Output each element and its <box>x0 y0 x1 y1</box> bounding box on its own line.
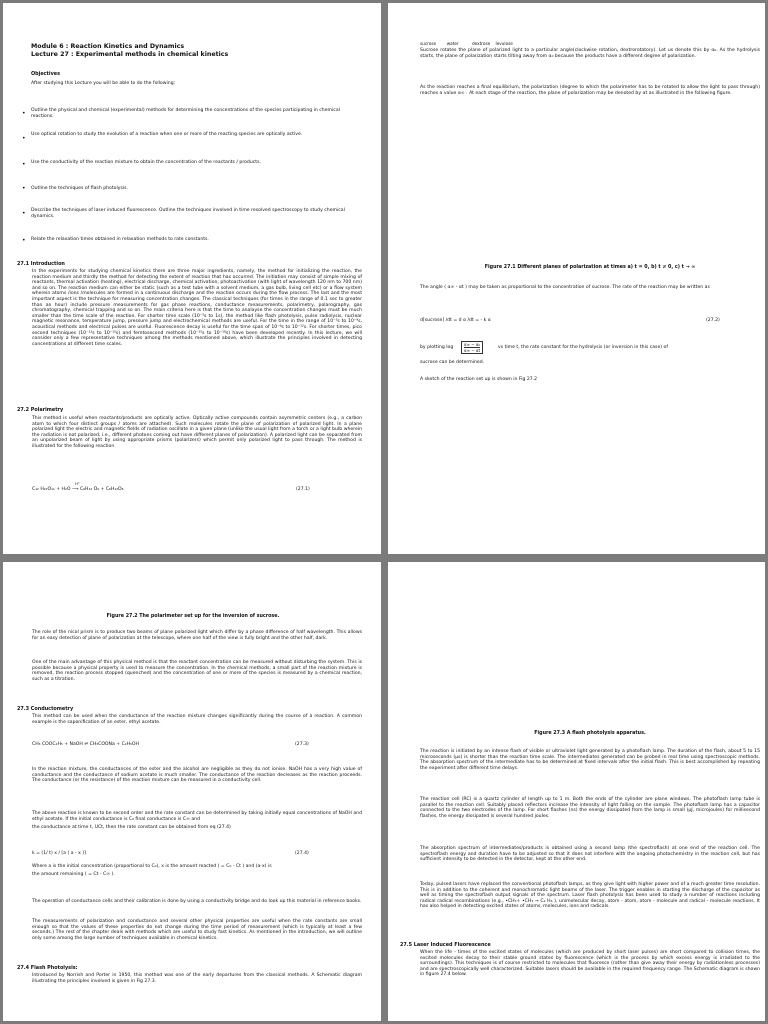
paragraph: Where a is the initial concentration (proportional to C₀), x is the amount reacted ( = C₀ - Ct ) and (a-x) is <box>32 864 272 869</box>
paragraph: When the life - times of the excited states of molecules (which are produced by short laser pulses) are short compared to collision times, the excited molecules decay to their stable ground states by fluorescence (which is the process by which excess energy is irradiated to the surroundings). This techniques is of course restricted to molecules that fluoresce (rather than give away their energy by radiationless processes) and are spectroscopically well characterized. Suitable lasers should be available in the required frequency range. The Schematic diagram is shown in figure 27.4 below. <box>420 950 760 978</box>
paragraph: The measurements of polarization and conductance and several other physical properties are useful when the rate constants are small enough so that the values of these properties do not change during the time period of measurement (which is typically at least a few seconds.) The rest of the chapter deals with methods which are useful to study fast kinetics. As mentioned in the introduction, we will outline only some among the large number of techniques available in chemical kinetics. <box>32 919 362 941</box>
paragraph: the amount remaining ( = Ct - C∞ ). <box>32 872 115 877</box>
objective-item: Outline the techniques of flash photolysis. <box>31 186 128 191</box>
equation-27-4: k = (1/ t) x / [a ( a - x )] <box>32 851 86 856</box>
equation-27-3: CH₃ COOC₂H₅ + NaOH ⇌ CH₃COONa + C₂H₅OH <box>32 742 139 747</box>
page-2 <box>388 3 765 554</box>
section-heading: 27.1 Introduction <box>17 261 65 267</box>
paragraph: Sucrose rotates the plane of polarized light to a particular angle(clockwise rotation, dextrorotatory). Let us denote this by α₀. As the hydrolysis starts, the plane of polarization starts tilting away from α₀ because the products have a different degree of polarization. <box>420 48 760 59</box>
paragraph: The above reaction is known to be second order and the rate constant can be determined by taking initially equal concentrations of NaOH and ethyl acetate. If the initial conductance is C₀ final conductance is C∞ and <box>32 811 362 822</box>
plot-instruction-line2: sucrose can be determined. <box>420 360 485 365</box>
species-names: sucrose water dextrose levulose <box>420 41 513 46</box>
catalyst-label: H⁺ <box>75 482 80 486</box>
figure-27-1-caption: Figure 27.1 Different planes of polarization at times a) t = 0, b) t ≠ 0, c) t → ∞ <box>484 265 696 270</box>
objective-item: Describe the techniques of laser induced fluorescence. Outline the techniques involved in time resolved spectroscopy to study chemical dynamics. <box>31 208 345 219</box>
objective-item: Use the conductivity of the reaction mixture to obtain the concentration of the reactants / products. <box>31 160 261 165</box>
paragraph: The reaction is initiated by an intense flash of visible or ultraviolet light generated by a photoflash lamp. The duration of the flash, about 5 to 15 microseconds (μs) is shorter than the reaction time scale. The intermediates generated can be probed in real time using spectroscopic methods. The absorption spectrum of the intermediate has to be determined at fixed intervals after the initial flash. This is best accomplished by repeating the experiment after different time delays. <box>420 749 760 771</box>
paragraph: The operation of conductance cells and their calibration is done by using a conductivity bridge and do look up this material in reference books. <box>32 899 362 904</box>
paragraph: The reaction cell (RC) is a quartz cylinder of length up to 1 m. Both the ends of the cylinder are plane windows. The photoflash lamp tube is parallel to the reaction cell. Suitably placed reflectors increase the intensity of light falling on the sample. The photoflash lamp has a capacitor connected to the two electrodes of the lamp. For short flashes (ns) the energy dissipated from the lamp is small (μJ, microjoules) for millisecond flashes, the energy dissipated is several hundred joules. <box>420 797 760 819</box>
polarimetry-text: This method is useful when reactants/products are optically active. Optically active compounds contain asymmetric centers (e.g., a carbon atom to which four distinct groups / atoms are attached). Such molecules rotate the plane of polarization of polarized light. In a plane polarized light the electric and magnetic fields of radiation oscillate in a given plane (unlike the usual light from a torch or a light bulb wherein the radiation is not polarized, i.e., different photons coming out have different planes of polarization). A polarized light can be separated from an unpolarized beam of light by using appropriate prisms (polarizers) which permit only polarized light to pass through. The method is illustrated for the following reaction <box>32 416 362 449</box>
paragraph: the conductance at time t, UCt, then the rate constant can be obtained from eq (27.4) <box>32 825 231 830</box>
log-ratio-fraction <box>461 337 483 356</box>
paragraph: The role of the nicol prism is to produce two beams of plane polarized light which differ by a phase difference of half wavelength. This allows for an easy detection of plane of polarization at the telescope, where one half of the view is fully bright and the other half, dark. <box>32 630 362 641</box>
plot-instruction-cont: vs time t, the rate constant for the hydrolysis (or inversion in this case) of <box>498 345 668 350</box>
section-heading: 27.3 Conductometry <box>17 706 74 712</box>
fraction-denominator: α∞ − αt <box>464 348 481 353</box>
paragraph: The absorption spectrum of intermediates/products is obtained using a second lamp (the spectroflash) at one end of the reaction cell. The spectroflash energy and duration have to be adjusted so that it does not interfere with the ongoing photochemistry in the reaction cell, but has sufficient intensity to be detected in the detector, kept at the other end. <box>420 846 760 863</box>
sketch-reference: A sketch of the reaction set up is shown in Fig 27.2 <box>420 377 538 382</box>
section-heading: 27.4 Flash Photolysis: <box>17 965 78 971</box>
objective-item: Outline the physical and chemical (experimental) methods for determining the concentrations of the species participating in chemical reactions. <box>31 108 340 119</box>
bullet-icon: • <box>22 185 26 192</box>
plot-instruction: by plotting log <box>420 345 454 350</box>
paragraph: One of the main advantage of this physical method is that the reactant concentration can be measured without disturbing the system. This is possible because a physical property is used to measure the concentration. In the chemical methods, a small part of the reaction mixture is removed, the reaction process stopped (quenched) and the concentration of one or more of the species is measured by a chemical reaction, such as a titration. <box>32 660 362 682</box>
objective-item: Relate the relaxation times obtained in relaxation methods to rate constants. <box>31 237 209 242</box>
equation-27-1: C₁₂ H₂₂O₁₁ + H₂O ⟶ C₆H₁₂ O₆ + C₆H₁₂O₆ <box>32 487 124 492</box>
objective-item: Use optical rotation to study the evolution of a reaction when one or more of the reacting species are optically active. <box>31 132 303 137</box>
equation-number: (27.2) <box>706 318 720 323</box>
bullet-icon: • <box>22 210 26 217</box>
equation-number: (27.4) <box>295 851 309 856</box>
paragraph: This method can be used when the conductance of the reaction mixture changes significantly during the course of a reaction. A common example is the saponification of an ester, ethyl acetate. <box>32 714 362 725</box>
paragraph: The angle ( α∞ - αt ) may be taken as proportional to the concentration of sucrose. The rate of the reaction may be written as <box>420 285 710 290</box>
objectives-heading: Objectives <box>31 71 60 77</box>
paragraph: In the reaction mixture, the conductances of the ester and the alcohol are negligible as they do not ionise. NaOH has a very high value of conductance and the conductance of sodium acetate is much smaller. The conductance of the reaction decreases as the reaction proceeds. The conductance (or the resistance) of the reaction mixture can be measured in a conductivity cell. <box>32 767 362 784</box>
bullet-icon: • <box>22 161 26 168</box>
page-1 <box>3 3 381 554</box>
section-heading: 27.5 Laser Induced Fluorescence <box>400 942 491 948</box>
paragraph: As the reaction reaches a final equilibrium, the polarization (degree to which the polarimeter has to be rotated to allow the light to pass through) reaches a value α∞ . At each stage of the reaction, the plane of polarization may be denoted by αt as illustrated in the following figure. <box>420 85 760 96</box>
objectives-intro: After studying this Lecture you will be able to do the following: <box>31 81 176 86</box>
paragraph: Introduced by Norrish and Porter in 1950, this method was one of the early departures from the classical methods. A Schematic diagram illustrating the principles involved is given in Fig 27.3. <box>32 973 362 984</box>
bullet-icon: • <box>22 237 26 244</box>
paragraph: Today, pulsed lasers have replaced the conventional photoflash lamps, as they give light with higher power and of a much greater time resolution. This is in addition to the coherent and monochromatic light beams of the laser. The trigger enables in starting the discharge of the capacitor as well as timing the spectroflash output signals of the spectrum. Laser flash photolysis has been used to study a number of reactions including radical radical recombinations (e.g., •CH₃+ •CH₃ → C₂ H₆ ), unimolecular decay, atom - atom, atom - molecule and radical - molecule reactions. It has also helped in detecting excited states of atoms, molecules, ions and radicals. <box>420 882 760 910</box>
page-3 <box>3 562 381 1021</box>
introduction-text: In the experiments for studying chemical kinetics there are three major ingredients, namely, the method for initializing the reaction, the reaction medium and thirdly the method for detecting the extent of reaction that has occurred. The initiation may consist of simple mixing of reactants, thermal activation (heating), electrical discharge, chemical activation, photoactivation (with light of wavelength 120 nm to 700 nm) and so on. The reaction medium can either be static (such as a test tube with a solvent medium, a gas bulb, living cell etc) or a flow system wherein atoms /ions /molecules are formed in a continuous discharge and the reaction occurs during the flow process. The last and the most important aspect is the technique for measuring concentration changes. The classical techniques (for times in the range of 0.1 sec to greater than an hour) include pressure measurements for gas phase reactions, conductance measurements, polarimetry, polarography, gas chromatography, chemical trapping and so on. The main criteria here is that the time to analayse the concentration changes must be much smaller than the time scale of the reaction. For shorter time scale (10⁻⁵s to 1s), the method like flash photolysis, pulse radiolysis, nuclear magnetic resonance, temperature jump, pressure jump and electrochemical methods are useful. For the time in the range of 10⁻⁵s to 10⁻⁹s, acoustical methods and electrical pulses are useful. Fluorescence decay is useful for the time span of 10⁻⁶s to 10⁻¹²s. For shorter times, pico second techniques (10⁻¹²s to 10⁻¹⁵s) and femtosecond methods (10⁻¹⁵s to 10⁻¹⁸s) have been developed recently. In this lecture, we will consider only a few representative techniques among the methods mentioned above, which illustrate the principles involved in detecting concentrations at different time scales. <box>32 269 362 347</box>
lecture-title: Lecture 27 : Experimental methods in chemical kinetics <box>31 51 229 58</box>
fraction-numerator: α∞ − α₀ <box>464 342 481 347</box>
bullet-icon: • <box>22 110 26 117</box>
equation-number: (27.1) <box>296 487 310 492</box>
page-4 <box>388 562 765 1021</box>
bullet-icon: • <box>22 135 26 142</box>
equation-27-2: d[sucrose] /dt = d α /dt = - k α <box>420 318 491 323</box>
section-heading: 27.2 Polarimetry <box>17 407 64 413</box>
module-title: Module 6 : Reaction Kinetics and Dynamics <box>31 43 185 50</box>
figure-27-2-caption: Figure 27.2 The polarimeter set up for the inversion of sucrose. <box>106 614 280 619</box>
equation-number: (27.3) <box>295 742 309 747</box>
figure-27-3-caption: Figure 27.3 A flash photolysis apparatus. <box>534 731 646 736</box>
